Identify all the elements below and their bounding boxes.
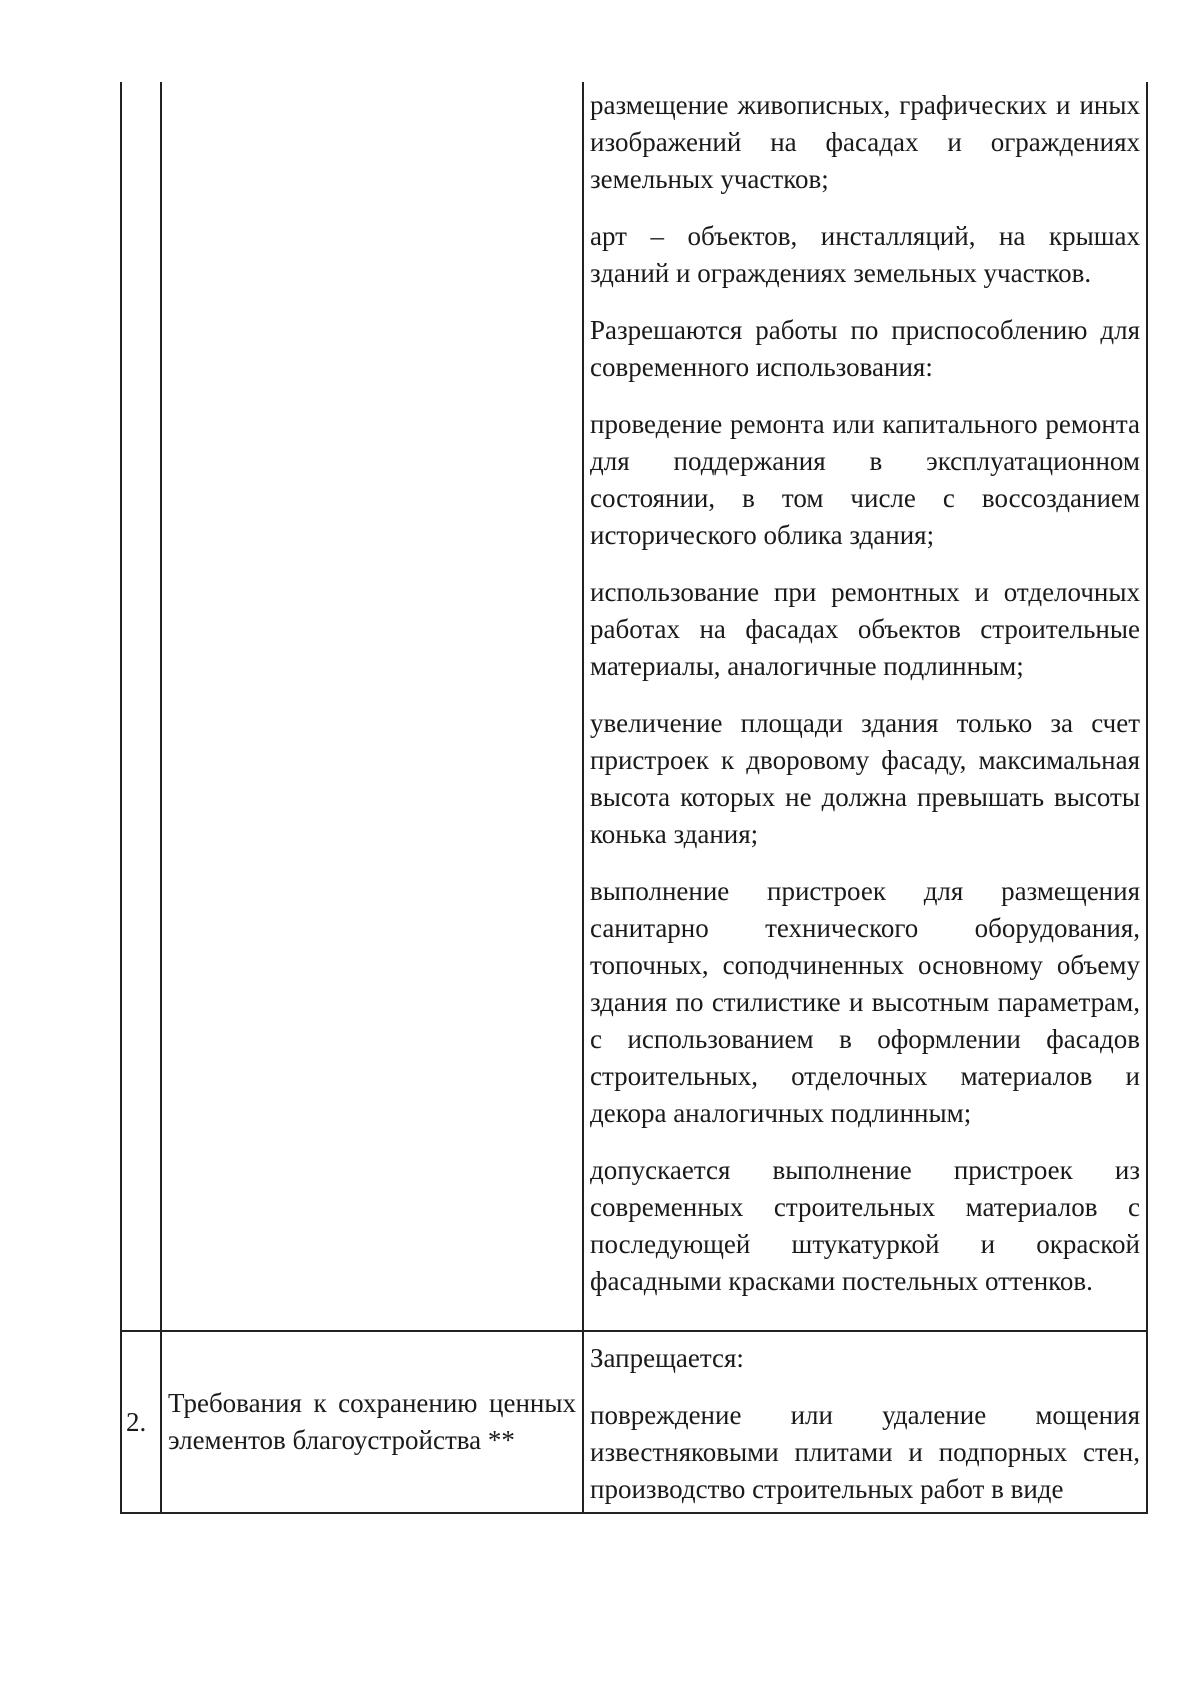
- requirement-text: Требования к сохранению ценных элементов благоустройства **: [168, 1388, 576, 1455]
- table-row: [121, 82, 1147, 1331]
- paragraph: проведение ремонта или капитального ремонта для поддержания в эксплуатационном состоянии, в том числе с воссозданием исторического облика здания;: [590, 409, 1140, 550]
- description-cell: [583, 82, 1147, 1331]
- requirement-cell: [161, 82, 583, 1331]
- paragraph: арт – объектов, инсталляций, на крышах зданий и ограждениях земельных участков.: [590, 221, 1140, 288]
- paragraph: Разрешаются работы по приспособлению для современного использования:: [590, 315, 1140, 382]
- requirements-table: [120, 82, 1148, 1514]
- paragraph: допускается выполнение пристроек из современных строительных материалов с последующей штукатуркой и окраской фасадными красками постельных оттенков.: [590, 1155, 1140, 1296]
- paragraph: размещение живописных, графических и иных изображений на фасадах и ограждениях земельных участков;: [590, 90, 1140, 194]
- row-number-cell: 2.: [121, 1331, 161, 1513]
- paragraph: увеличение площади здания только за счет пристроек к дворовому фасаду, максимальная высота которых не должна превышать высоты конька здания;: [590, 708, 1140, 849]
- table-row: [121, 1331, 1147, 1513]
- paragraph: Запрещается:: [590, 1343, 744, 1373]
- description-cell: [583, 1331, 1147, 1513]
- paragraph: повреждение или удаление мощения известняковыми плитами и подпорных стен, производство строительных работ в виде: [590, 1400, 1140, 1504]
- requirement-cell: [161, 1331, 583, 1513]
- row-number-cell: [121, 82, 161, 1331]
- paragraph: выполнение пристроек для размещения санитарно технического оборудования, топочных, соподчиненных основному объему здания по стилистике и высотным параметрам, с использованием в оформлении фасадов строительных, отделочных материалов и декора аналогичных подлинным;: [590, 876, 1140, 1128]
- paragraph: использование при ремонтных и отделочных работах на фасадах объектов строительные материалы, аналогичные подлинным;: [590, 577, 1140, 681]
